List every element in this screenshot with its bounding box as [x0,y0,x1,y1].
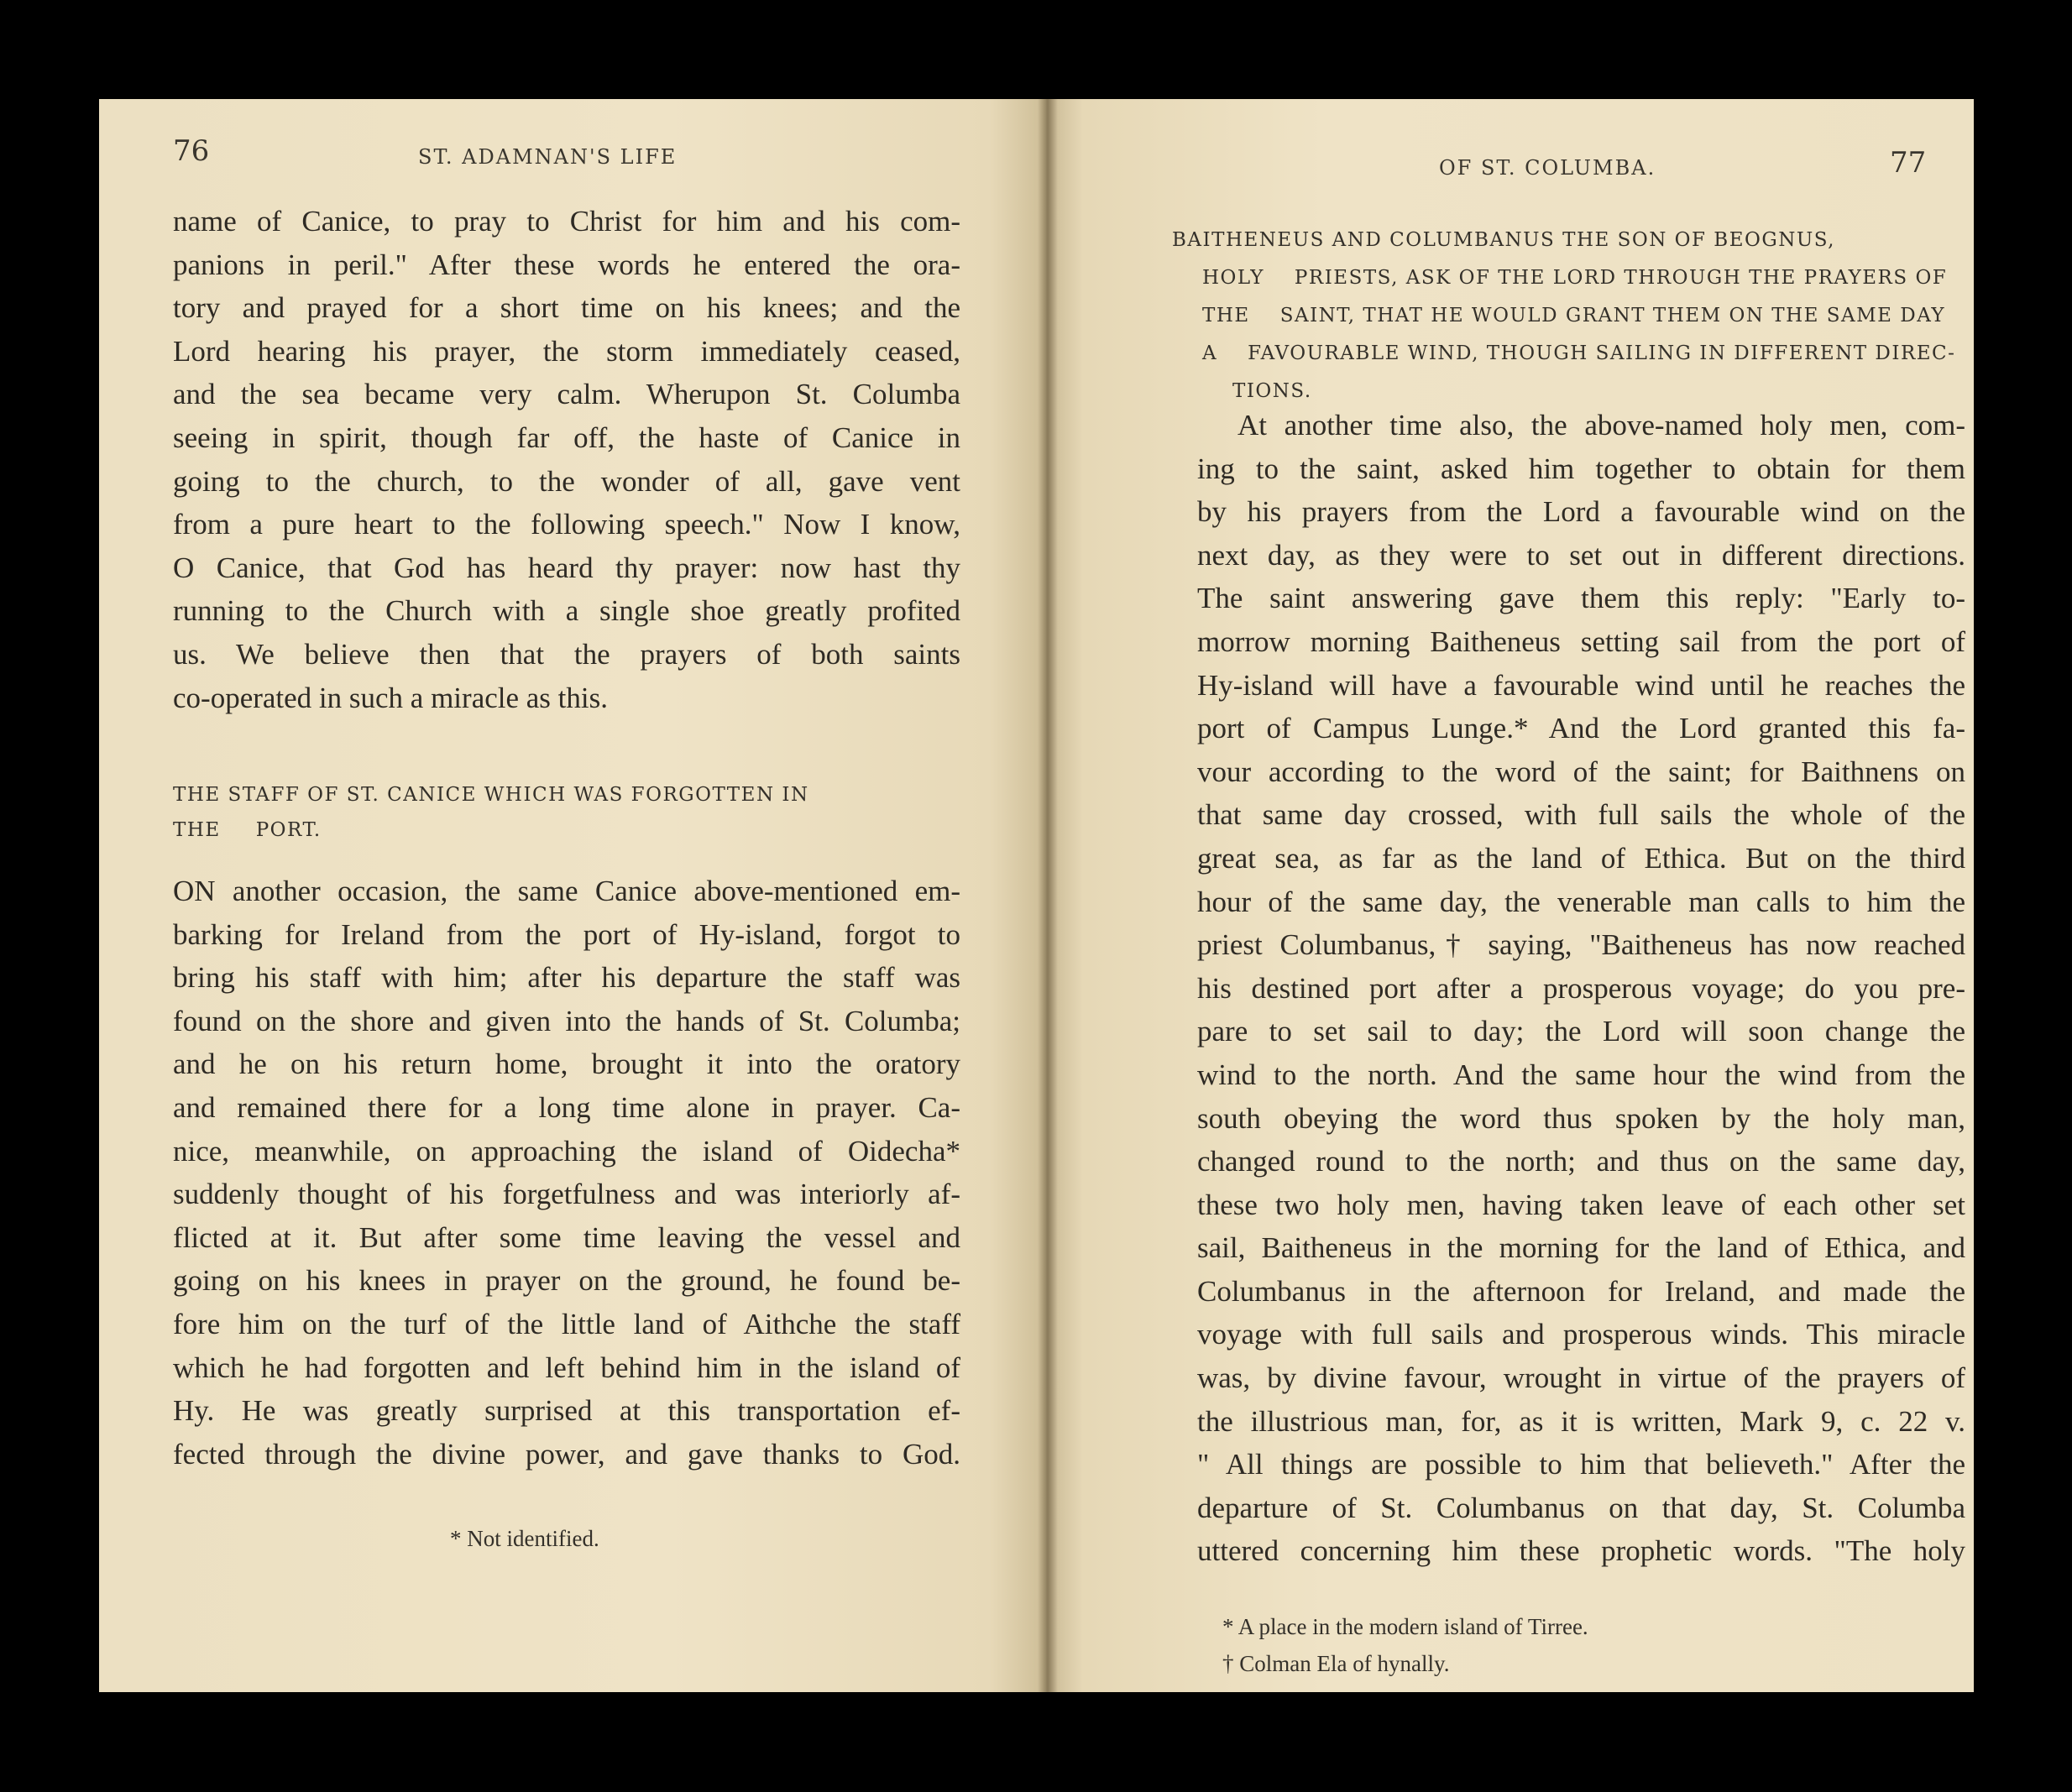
text-line: found on the shore and given into the hands of St. Columba; [173,1004,960,1037]
text-line: going on his knees in prayer on the ground, he found be- [173,1264,960,1298]
text-line: that same day crossed, with full sails the whole of the [1197,798,1965,832]
text-line: bring his staff with him; after his departure the staff was [173,961,960,995]
text-line: south obeying the word thus spoken by the holy man, [1197,1101,1965,1135]
text-line: " All things are possible to him that believeth." After the [1197,1448,1965,1481]
text-line: hour of the same day, the venerable man calls to him the [1197,885,1965,918]
text-line: from a pure heart to the following speech." Now I know, [173,508,960,541]
text-line: which he had forgotten and left behind him in the island of [173,1351,960,1384]
text-line: fected through the divine power, and gave thanks to God. [173,1437,960,1471]
text-line: The saint answering gave them this reply: "Early to- [1197,582,1965,615]
text-line: vour according to the word of the saint; for Baithnens on [1197,755,1965,788]
left-footnote: * Not identified. [450,1526,599,1551]
page-number-right: 77 [1890,146,1927,180]
text-line: going to the church, to the wonder of all, gave vent [173,464,960,498]
footnote-line: † Colman Ela of hynally. [1222,1651,1450,1676]
left-paragraph-2 [173,870,960,1476]
text-line: departure of St. Columbanus on that day, St. Columba [1197,1491,1965,1524]
text-line: Lord hearing his prayer, the storm immediately ceased, [173,334,960,368]
heading-line: PRIESTS, ASK OF THE LORD THROUGH THE PRAYERS OF THE [1202,267,1948,327]
text-line: the illustrious man, for, as it is written, Mark 9, c. 22 v. [1197,1404,1965,1438]
heading-line: THE STAFF OF ST. CANICE WHICH WAS FORGOTTEN IN THE [173,784,809,841]
right-footnotes [1222,1608,1588,1682]
text-line: ON another occasion, the same Canice above-mentioned em- [173,875,960,907]
book-spread [99,99,1974,1692]
text-line: name of Canice, to pray to Christ for him and his com- [173,205,960,238]
right-page [1046,99,1974,1692]
text-line: wind to the north. And the same hour the wind from the [1197,1058,1965,1091]
right-paragraph [1197,404,1965,1573]
text-line: Hy. He was greatly surprised at this transportation ef- [173,1394,960,1428]
text-line: nice, meanwhile, on approaching the island of Oidecha* [173,1134,960,1168]
running-head-right: OF ST. COLUMBA. [1439,156,1656,180]
text-line: port of Campus Lunge.* And the Lord granted this fa- [1197,712,1965,745]
text-line: priest Columbanus,† saying, "Baitheneus has now reached [1197,928,1965,962]
left-section-heading [173,777,960,848]
running-head-left: ST. ADAMNAN'S LIFE [418,145,678,169]
text-line: At another time also, the above-named holy men, com- [1237,409,1965,441]
text-line: voyage with full sails and prosperous winds. This miracle [1197,1318,1965,1351]
text-line: uttered concerning him these prophetic words. "The holy [1197,1534,1965,1568]
text-line: suddenly thought of his forgetfulness and was interiorly af- [173,1178,960,1211]
text-line: and the sea became very calm. Wherupon St. Columba [173,378,960,411]
heading-line: SAINT, THAT HE WOULD GRANT THEM ON THE SAME DAY A [1202,305,1946,364]
text-line: tory and prayed for a short time on his knees; and the [173,291,960,325]
right-section-heading [1172,222,1970,410]
text-line: running to the Church with a single shoe greatly profited [173,594,960,628]
text-line: by his prayers from the Lord a favourable wind on the [1197,495,1965,529]
text-line: co-operated in such a miracle as this. [173,681,608,714]
text-line: great sea, as far as the land of Ethica. But on the third [1197,841,1965,875]
text-line: Columbanus in the afternoon for Ireland, and made the [1197,1274,1965,1308]
heading-line: PORT. [255,819,322,841]
text-line: ing to the saint, asked him together to obtain for them [1197,452,1965,485]
text-line: his destined port after a prosperous voyage; do you pre- [1197,971,1965,1005]
text-line: barking for Ireland from the port of Hy-island, forgot to [173,917,960,951]
text-line: pare to set sail to day; the Lord will soon change the [1197,1015,1965,1048]
book-gutter [1038,99,1058,1692]
text-line: changed round to the north; and thus on the same day, [1197,1145,1965,1178]
text-line: next day, as they were to set out in different directions. [1197,538,1965,572]
page-number-left: 76 [173,134,210,168]
text-line: Hy-island will have a favourable wind until he reaches the [1197,668,1965,702]
text-line: flicted at it. But after some time leaving the vessel and [173,1220,960,1254]
heading-line: BAITHENEUS AND COLUMBANUS THE SON OF BEOGNUS, HOLY [1172,229,1835,289]
text-line: seeing in spirit, though far off, the haste of Canice in [173,421,960,454]
text-line: was, by divine favour, wrought in virtue of the prayers of [1197,1361,1965,1395]
text-line: O Canice, that God has heard thy prayer: now hast thy [173,551,960,584]
text-line: panions in peril." After these words he entered the ora- [173,248,960,281]
text-line: morrow morning Baitheneus setting sail from the port of [1197,624,1965,658]
text-line: fore him on the turf of the little land of Aithche the staff [173,1307,960,1340]
text-line: sail, Baitheneus in the morning for the land of Ethica, and [1197,1231,1965,1265]
heading-line: FAVOURABLE WIND, THOUGH SAILING IN DIFFERENT DIREC- [1248,342,1956,364]
text-line: us. We believe then that the prayers of both saints [173,637,960,671]
text-line: and he on his return home, brought it into the oratory [173,1048,960,1081]
footnote-line: * A place in the modern island of Tirree. [1222,1614,1588,1639]
text-line: and remained there for a long time alone in prayer. Ca- [173,1090,960,1124]
text-line: these two holy men, having taken leave of each other set [1197,1188,1965,1221]
left-page [99,99,1046,1692]
heading-line: TIONS. [1232,380,1312,402]
left-paragraph-1 [173,200,960,719]
